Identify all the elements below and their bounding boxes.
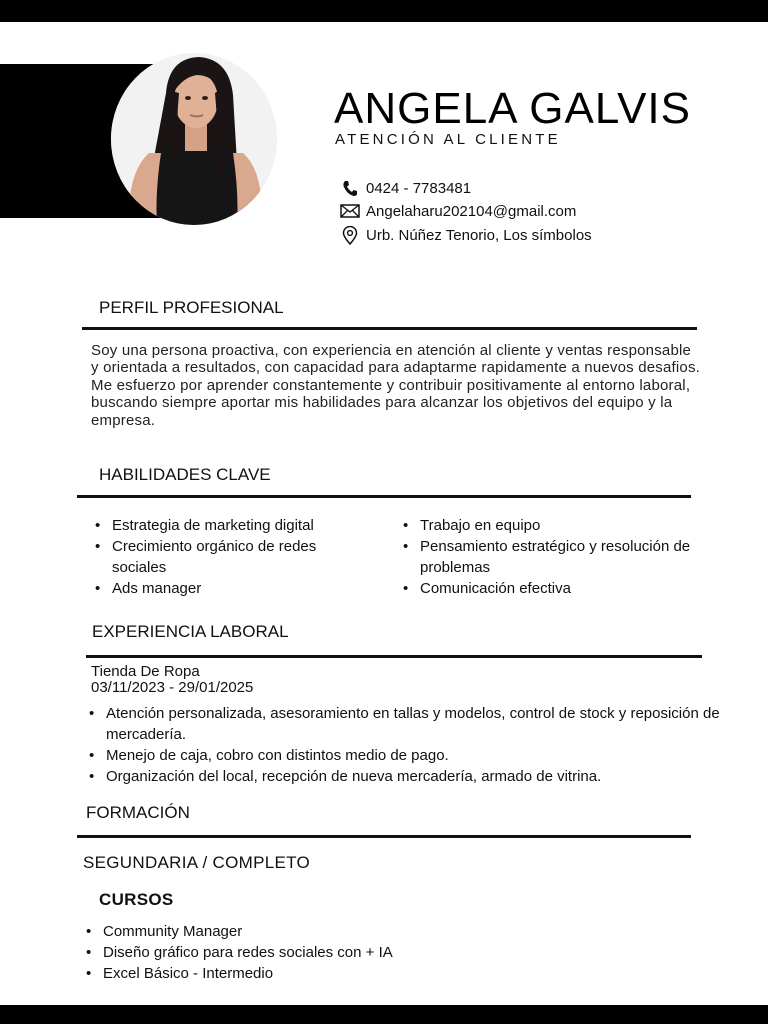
contact-address xyxy=(340,226,592,244)
course-item: • Community Manager xyxy=(103,921,393,942)
skill-item: • Trabajo en equipo xyxy=(420,515,725,536)
company-name: Tienda De Ropa xyxy=(91,663,200,680)
address-text: Urb. Núñez Tenorio, Los símbolos xyxy=(366,226,592,244)
skills-heading: HABILIDADES CLAVE xyxy=(99,465,271,484)
experience-list xyxy=(106,703,726,787)
skill-item: • Crecimiento orgánico de redes sociales xyxy=(112,536,372,578)
profile-photo xyxy=(111,53,277,225)
profile-text: Soy una persona proactiva, con experiencia en atención al cliente y ventas responsable y orientada a resultados, con capacidad para adaptarme rapidamente a nuevos desafios. Me esfuerzo por aprender constantemente y contribuir positivamente al entorno laboral, buscando siempre aportar mis habilidades para alcanzar los objetivos del equipo y la empresa. xyxy=(91,342,701,429)
job-header xyxy=(91,664,253,696)
experience-item: • Organización del local, recepción de nueva mercadería, armado de vitrina. xyxy=(106,766,726,787)
profile-divider xyxy=(82,327,697,330)
email-address: Angelaharu202104@gmail.com xyxy=(366,202,577,220)
job-dates: 03/11/2023 - 29/01/2025 xyxy=(91,679,254,696)
profile-heading: PERFIL PROFESIONAL xyxy=(99,298,284,317)
location-pin-icon xyxy=(340,226,360,244)
course-item: • Diseño gráfico para redes sociales con + IA xyxy=(103,942,393,963)
portrait-illustration xyxy=(111,53,277,225)
mail-icon xyxy=(340,202,360,220)
skills-list-right xyxy=(420,515,725,599)
skill-item: • Ads manager xyxy=(112,578,372,599)
experience-item: • Menejo de caja, cobro con distintos medio de pago. xyxy=(106,745,726,766)
education-heading: FORMACIÓN xyxy=(86,803,190,822)
courses-heading: CURSOS xyxy=(99,890,174,909)
bottom-bar xyxy=(0,1005,768,1024)
experience-item: • Atención personalizada, asesoramiento en tallas y modelos, control de stock y reposición de mercadería. xyxy=(106,703,726,745)
skill-item: • Pensamiento estratégico y resolución de problemas xyxy=(420,536,725,578)
experience-heading: EXPERIENCIA LABORAL xyxy=(92,622,289,641)
contact-email xyxy=(340,202,576,220)
contact-phone xyxy=(340,179,471,197)
skill-item: • Estrategia de marketing digital xyxy=(112,515,372,536)
skills-list-left xyxy=(112,515,372,599)
course-item: • Excel Básico - Intermedio xyxy=(103,963,393,984)
education-divider xyxy=(77,835,691,838)
courses-list xyxy=(103,921,393,984)
top-bar xyxy=(0,0,768,22)
experience-divider xyxy=(86,655,702,658)
skills-divider xyxy=(77,495,691,498)
education-degree: SEGUNDARIA / COMPLETO xyxy=(83,853,311,872)
candidate-name: ANGELA GALVIS xyxy=(334,84,692,133)
skill-item: • Comunicación efectiva xyxy=(420,578,725,599)
candidate-role: ATENCIÓN AL CLIENTE xyxy=(335,131,561,148)
phone-number: 0424 - 7783481 xyxy=(366,179,472,197)
phone-icon xyxy=(340,179,360,197)
